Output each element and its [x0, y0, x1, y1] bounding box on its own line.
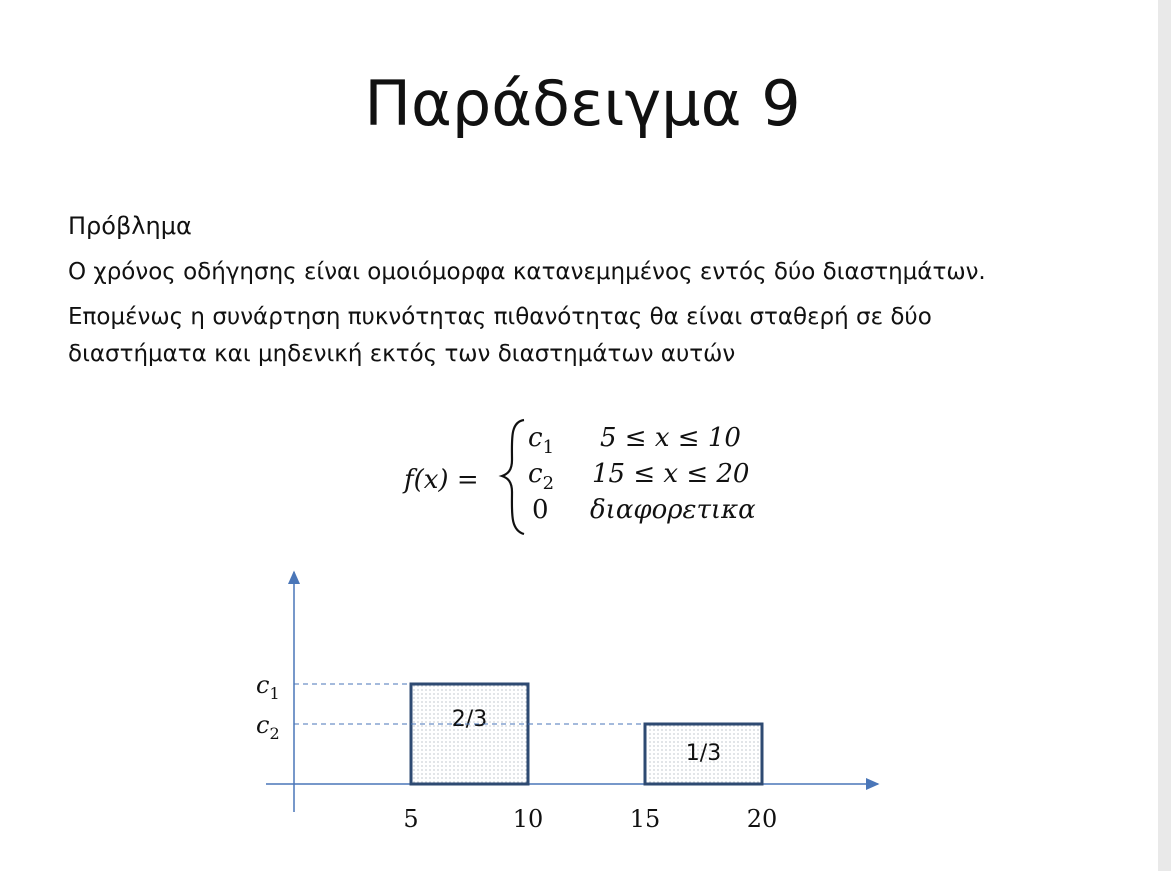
chart-layer: [256, 572, 878, 833]
problem-label: Πρόβλημα: [68, 212, 192, 240]
bar-1-area-label: 2/3: [451, 707, 488, 732]
pdf-chart: [240, 560, 900, 850]
formula-lhs: f(x) =: [404, 465, 479, 495]
problem-line-2b: διαστήματα και μηδενική εκτός των διαστημάτων αυτών: [68, 341, 736, 367]
bar-2-area-label: 1/3: [685, 741, 722, 766]
case-2-condition: 15 ≤ x ≤ 20: [592, 459, 750, 489]
case-3-value: 0: [532, 495, 549, 525]
problem-line-2a: Επομένως η συνάρτηση πυκνότητας πιθανότητας θα είναι σταθερή σε δύο: [68, 304, 932, 330]
case-3-condition: διαφορετικα: [590, 495, 756, 525]
pdf-formula: [390, 410, 790, 545]
x-tick-label-5: 5: [403, 805, 419, 833]
case-1-condition: 5 ≤ x ≤ 10: [600, 423, 741, 453]
case-1-value: $c_1$: [528, 423, 555, 458]
y-tick-label-2: $c_2$: [256, 711, 280, 743]
case-2-value: $c_2$: [528, 459, 555, 494]
x-tick-label-10: 10: [512, 805, 544, 833]
formula-brace: [502, 420, 524, 534]
x-tick-label-15: 15: [629, 805, 661, 833]
x-tick-label-20: 20: [746, 805, 778, 833]
y-tick-label-1: $c_1$: [256, 671, 280, 703]
problem-line-1: Ο χρόνος οδήγησης είναι ομοιόμορφα κατανεμημένος εντός δύο διαστημάτων.: [68, 259, 986, 285]
slide-title: Παράδειγμα 9: [364, 67, 801, 140]
bar-1: [411, 684, 528, 784]
